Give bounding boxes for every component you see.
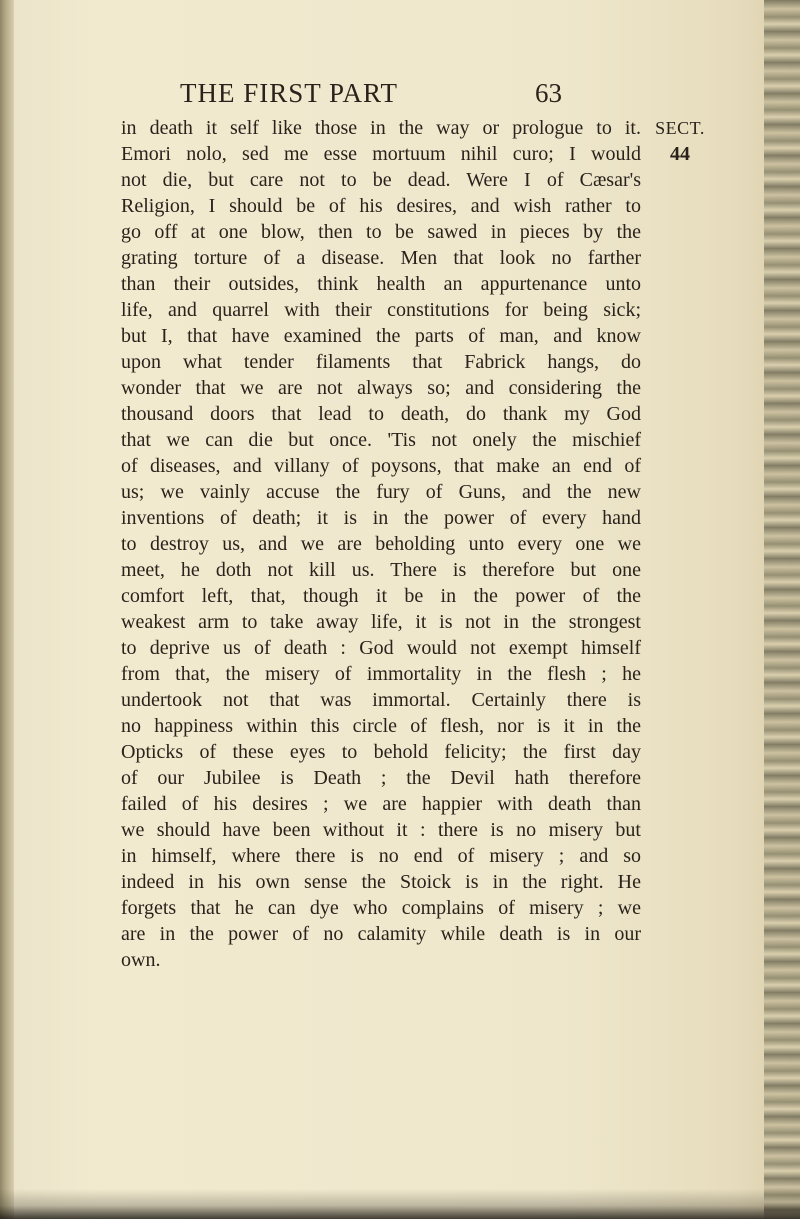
text-line: failed of his desires ; we are happier with death than: [121, 793, 641, 815]
page-edge-stack: [764, 0, 800, 1219]
text-line: wonder that we are not always so; and considering the: [121, 377, 641, 399]
text-line: Emori nolo, sed me esse mortuum nihil curo; I would: [121, 143, 641, 165]
text-line: indeed in his own sense the Stoick is in the right. He: [121, 871, 641, 893]
text-line: meet, he doth not kill us. There is therefore but one: [121, 559, 641, 581]
text-line: in himself, where there is no end of misery ; and so: [121, 845, 641, 867]
text-line: us; we vainly accuse the fury of Guns, and the new: [121, 481, 641, 503]
text-line: thousand doors that lead to death, do thank my God: [121, 403, 641, 425]
text-line: than their outsides, think health an appurtenance unto: [121, 273, 641, 295]
text-line: in death it self like those in the way or prologue to it.: [121, 117, 641, 139]
text-line: not die, but care not to be dead. Were I of Cæsar's: [121, 169, 641, 191]
text-line: to deprive us of death : God would not exempt himself: [121, 637, 641, 659]
text-line: Opticks of these eyes to behold felicity; the first day: [121, 741, 641, 763]
text-line: forgets that he can dye who complains of misery ; we: [121, 897, 641, 919]
text-line: Religion, I should be of his desires, and wish rather to: [121, 195, 641, 217]
text-line: grating torture of a disease. Men that look no farther: [121, 247, 641, 269]
text-line: but I, that have examined the parts of man, and know: [121, 325, 641, 347]
text-line: own.: [121, 949, 161, 971]
text-line: comfort left, that, though it be in the power of the: [121, 585, 641, 607]
text-line: no happiness within this circle of flesh, nor is it in the: [121, 715, 641, 737]
page-bottom-shadow: [0, 1189, 800, 1219]
text-line: inventions of death; it is in the power of every hand: [121, 507, 641, 529]
text-line: are in the power of no calamity while death is in our: [121, 923, 641, 945]
text-line: upon what tender filaments that Fabrick hangs, do: [121, 351, 641, 373]
text-line: we should have been without it : there is no misery but: [121, 819, 641, 841]
text-line: life, and quarrel with their constitutions for being sick;: [121, 299, 641, 321]
page-gutter-shadow: [0, 0, 14, 1219]
body-text: [121, 115, 641, 973]
running-title: THE FIRST PART: [180, 78, 398, 108]
text-line: that we can die but once. 'Tis not onely the mischief: [121, 429, 641, 451]
text-line: from that, the misery of immortality in the flesh ; he: [121, 663, 641, 685]
section-label: SECT.: [655, 118, 705, 138]
text-line: undertook not that was immortal. Certainly there is: [121, 689, 641, 711]
text-line: to destroy us, and we are beholding unto every one we: [121, 533, 641, 555]
page-number: 63: [535, 78, 562, 108]
text-line: weakest arm to take away life, it is not in the strongest: [121, 611, 641, 633]
text-line: of our Jubilee is Death ; the Devil hath therefore: [121, 767, 641, 789]
section-number: 44: [670, 143, 690, 165]
text-line: of diseases, and villany of poysons, that make an end of: [121, 455, 641, 477]
text-line: go off at one blow, then to be sawed in pieces by the: [121, 221, 641, 243]
section-marker: [650, 115, 710, 167]
running-head: [180, 78, 650, 108]
